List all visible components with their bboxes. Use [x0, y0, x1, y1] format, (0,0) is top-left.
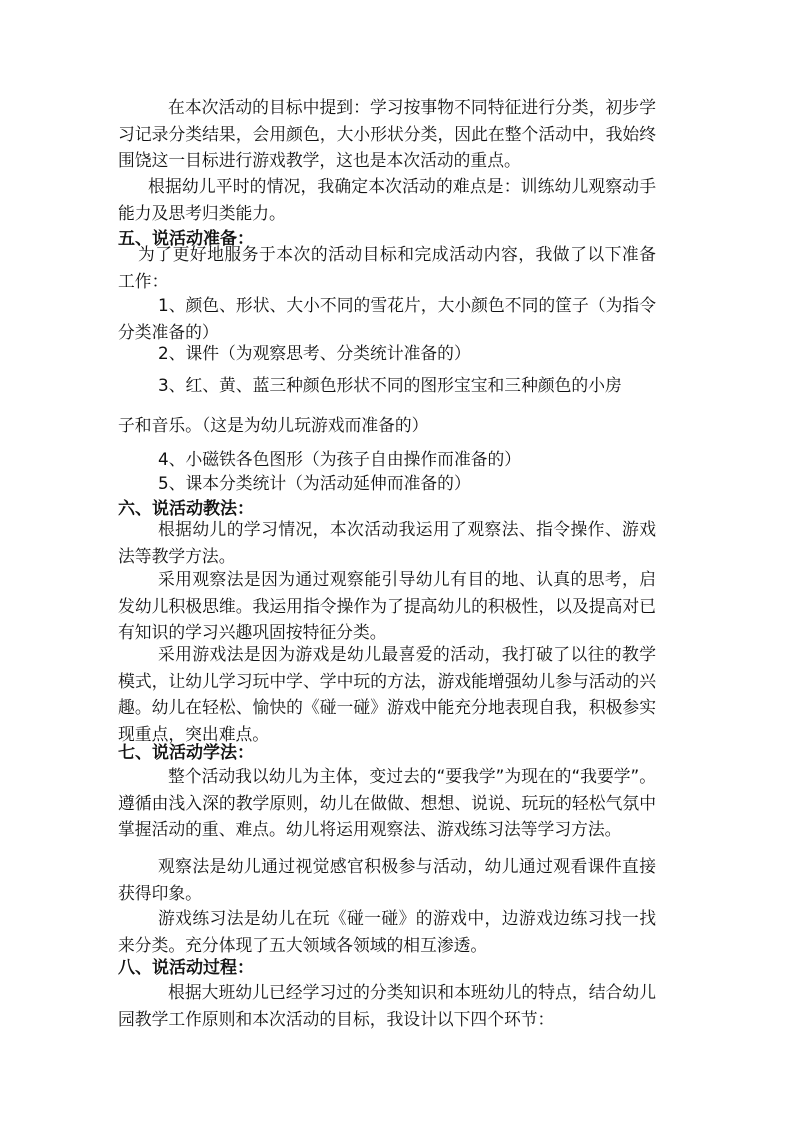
- paragraph-observation-method: 采用观察法是因为通过观察能引导幼儿有目的地、认真的思考，启发幼儿积极思维。我运用指令操作为了提高幼儿的积极性，以及提高对已有知识的学习兴趣巩固按特征分类。: [118, 569, 656, 642]
- paragraph-game-method: 采用游戏法是因为游戏是幼儿最喜爱的活动，我打破了以往的教学模式，让幼儿学习玩中学、学中玩的方法，游戏能增强幼儿参与活动的兴趣。幼儿在轻松、愉快的《碰一碰》游戏中能充分地表现自我，积极参实现重点，突出难点。: [118, 644, 656, 744]
- heading-section-8: 八、说活动过程：: [118, 958, 254, 978]
- paragraph-preparation-intro: 为了更好地服务于本次的活动目标和完成活动内容，我做了以下准备工作：: [118, 244, 656, 291]
- prep-item-5: 5、课本分类统计（为活动延伸而准备的）: [158, 473, 471, 493]
- prep-item-4: 4、小磁铁各色图形（为孩子自由操作而准备的）: [158, 449, 522, 469]
- paragraph-process: 根据大班幼儿已经学习过的分类知识和本班幼儿的特点，结合幼儿园教学工作原则和本次活动的目标，我设计以下四个环节：: [118, 982, 656, 1029]
- paragraph-game-practice: 游戏练习法是幼儿在玩《碰一碰》的游戏中，边游戏边练习找一找来分类。充分体现了五大领域各领域的相互渗透。: [118, 908, 656, 955]
- heading-section-5: 五、说活动准备：: [118, 229, 254, 249]
- prep-item-3-line-1: 3、红、黄、蓝三种颜色形状不同的图形宝宝和三种颜色的小房: [158, 375, 622, 395]
- prep-item-2: 2、课件（为观察思考、分类统计准备的）: [158, 343, 471, 363]
- paragraph-teaching-methods: 根据幼儿的学习情况，本次活动我运用了观察法、指令操作、游戏法等教学方法。: [118, 519, 656, 566]
- paragraph-difficulty: 根据幼儿平时的情况，我确定本次活动的难点是：训练幼儿观察动手能力及思考归类能力。: [118, 176, 656, 223]
- paragraph-learning-methods: 整个活动我以幼儿为主体，变过去的“要我学”为现在的“我要学”。遵循由浅入深的教学原则，幼儿在做做、想想、说说、玩玩的轻松气氛中掌握活动的重、难点。幼儿将运用观察法、游戏练习法等学习方法。: [118, 766, 656, 839]
- prep-item-3-line-2: 子和音乐。（这是为幼儿玩游戏而准备的）: [118, 415, 429, 435]
- prep-item-1: 1、颜色、形状、大小不同的雪花片，大小颜色不同的筐子（为指令分类准备的）: [118, 295, 656, 342]
- heading-section-7: 七、说活动学法：: [118, 743, 254, 763]
- paragraph-observation-learning: 观察法是幼儿通过视觉感官积极参与活动，幼儿通过观看课件直接获得印象。: [118, 856, 656, 903]
- heading-section-6: 六、说活动教法：: [118, 499, 254, 519]
- paragraph-goal: 在本次活动的目标中提到：学习按事物不同特征进行分类，初步学习记录分类结果，会用颜色，大小形状分类，因此在整个活动中，我始终围饶这一目标进行游戏教学，这也是本次活动的重点。: [118, 97, 656, 170]
